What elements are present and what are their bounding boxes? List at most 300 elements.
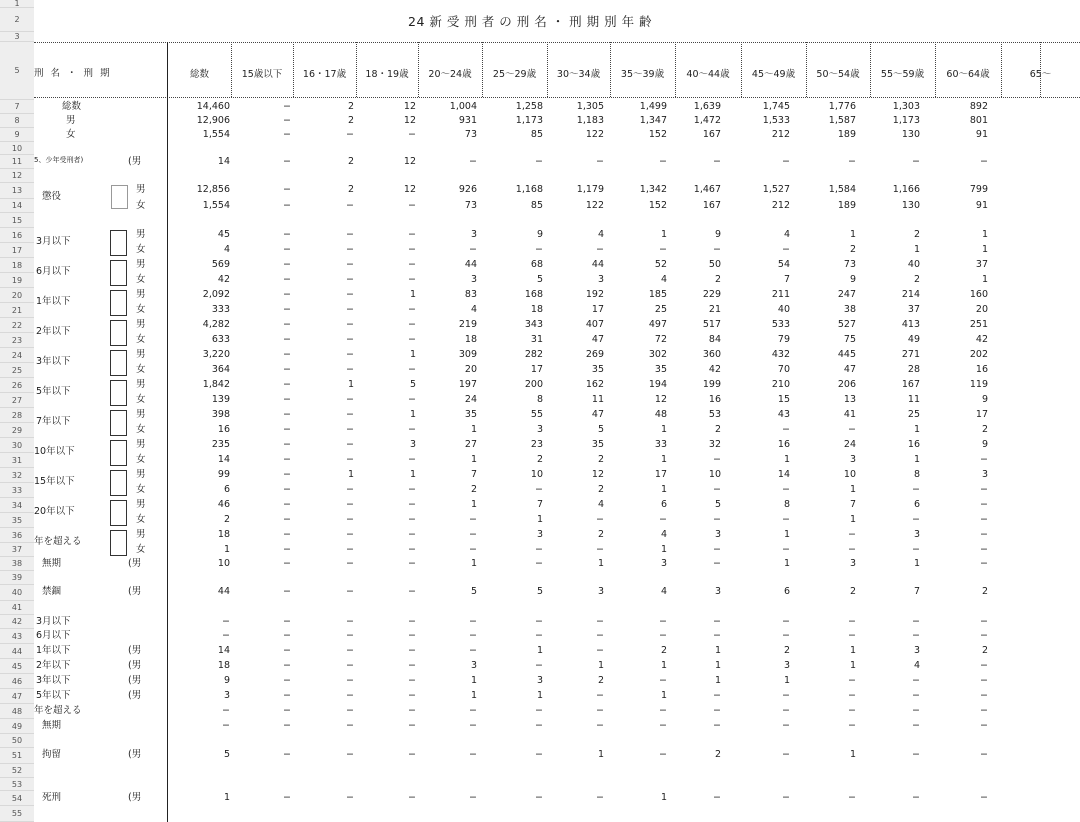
value-cell: − — [346, 129, 354, 140]
value-cell: 1 — [660, 484, 667, 495]
sex-label: 女 — [136, 514, 146, 525]
row-number: 28 — [0, 408, 34, 423]
value-cell: − — [713, 616, 721, 627]
value-cell: 1 — [409, 349, 416, 360]
value-cell: − — [283, 529, 291, 540]
value-cell: 4 — [470, 304, 477, 315]
value-cell: 1 — [849, 749, 856, 760]
row-number: 43 — [0, 629, 34, 644]
value-cell: 1 — [981, 244, 988, 255]
value-cell: 2 — [597, 529, 604, 540]
value-cell: 44 — [591, 259, 604, 270]
value-cell: − — [535, 630, 543, 641]
sex-label: 男 — [136, 289, 146, 300]
value-cell: − — [408, 720, 416, 731]
value-cell: − — [346, 586, 354, 597]
sex-label: (男 — [128, 558, 142, 569]
value-cell: 3 — [409, 439, 416, 450]
value-cell: 12 — [591, 469, 604, 480]
value-cell: 9 — [849, 274, 856, 285]
value-cell: − — [283, 289, 291, 300]
value-cell: 1 — [470, 675, 477, 686]
value-cell: 1 — [714, 660, 721, 671]
value-cell: 1,527 — [762, 184, 790, 195]
value-cell: 1,303 — [892, 101, 920, 112]
value-cell: − — [222, 616, 230, 627]
value-cell: − — [782, 630, 790, 641]
value-cell: 212 — [771, 200, 790, 211]
row-number: 20 — [0, 288, 34, 303]
value-cell: − — [408, 454, 416, 465]
header-label-col: 刑 名 ・ 刑 期 — [34, 68, 112, 79]
value-cell: 1 — [660, 660, 667, 671]
row-number: 44 — [0, 644, 34, 659]
bracket-box — [110, 410, 127, 436]
value-cell: 10 — [530, 469, 543, 480]
value-cell: − — [346, 749, 354, 760]
value-cell: 73 — [464, 200, 477, 211]
value-cell: 1 — [913, 424, 920, 435]
value-cell: − — [848, 792, 856, 803]
value-cell: 1 — [597, 558, 604, 569]
value-cell: − — [283, 675, 291, 686]
value-cell: 85 — [530, 200, 543, 211]
value-cell: − — [848, 424, 856, 435]
value-cell: − — [346, 484, 354, 495]
sex-label: (男 — [128, 586, 142, 597]
value-cell: 3,220 — [202, 349, 230, 360]
value-cell: 1 — [223, 792, 230, 803]
value-cell: − — [283, 200, 291, 211]
value-cell: − — [848, 675, 856, 686]
value-cell: 199 — [702, 379, 721, 390]
value-cell: − — [283, 616, 291, 627]
header-cell: 65〜 — [1029, 69, 1052, 80]
header-cell: 16・17歳 — [302, 69, 347, 80]
value-cell: 3 — [913, 529, 920, 540]
row-number: 34 — [0, 498, 34, 513]
row-number: 26 — [0, 378, 34, 393]
value-cell: 24 — [464, 394, 477, 405]
row-number: 11 — [0, 155, 34, 169]
value-cell: 1,173 — [892, 115, 920, 126]
row-label: 1年以下 — [36, 645, 71, 656]
value-cell: 54 — [777, 259, 790, 270]
row-number: 10 — [0, 142, 34, 155]
value-cell: 12,856 — [196, 184, 230, 195]
value-cell: 70 — [777, 364, 790, 375]
row-label: 6月以下 — [36, 266, 71, 277]
value-cell: 1,745 — [762, 101, 790, 112]
value-cell: 1 — [660, 690, 667, 701]
row-number: 52 — [0, 764, 34, 778]
value-cell: 37 — [975, 259, 988, 270]
value-cell: 360 — [702, 349, 721, 360]
value-cell: 1 — [470, 558, 477, 569]
value-cell: − — [980, 690, 988, 701]
value-cell: − — [408, 319, 416, 330]
value-cell: 1,183 — [576, 115, 604, 126]
value-cell: 3 — [714, 586, 721, 597]
value-cell: 517 — [702, 319, 721, 330]
value-cell: 28 — [907, 364, 920, 375]
value-cell: − — [980, 792, 988, 803]
column-divider — [1001, 42, 1002, 97]
value-cell: − — [283, 129, 291, 140]
value-cell: 10 — [217, 558, 230, 569]
value-cell: 12 — [403, 115, 416, 126]
sex-label: 男 — [136, 379, 146, 390]
row-number: 22 — [0, 318, 34, 333]
value-cell: 1 — [660, 424, 667, 435]
sex-label: 男 — [136, 349, 146, 360]
value-cell: 1 — [409, 469, 416, 480]
row-number: 27 — [0, 393, 34, 408]
value-cell: − — [713, 558, 721, 569]
value-cell: − — [408, 544, 416, 555]
row-label: 5、少年受刑者) — [34, 156, 84, 164]
value-cell: 2 — [714, 274, 721, 285]
value-cell: 1 — [536, 645, 543, 656]
value-cell: − — [912, 484, 920, 495]
value-cell: 14 — [777, 469, 790, 480]
value-cell: − — [980, 675, 988, 686]
value-cell: − — [469, 645, 477, 656]
value-cell: − — [346, 630, 354, 641]
value-cell: − — [346, 616, 354, 627]
value-cell: 14,460 — [196, 101, 230, 112]
value-cell: 1 — [409, 289, 416, 300]
value-cell: − — [408, 705, 416, 716]
value-cell: 16 — [708, 394, 721, 405]
row-label: 男 — [66, 115, 76, 126]
sheet-title: 24 新 受 刑 者 の 刑 名 ・ 刑 期 別 年 齢 — [408, 14, 653, 29]
value-cell: 194 — [648, 379, 667, 390]
value-cell: 7 — [849, 499, 856, 510]
value-cell: − — [408, 259, 416, 270]
value-cell: 364 — [211, 364, 230, 375]
value-cell: 8 — [536, 394, 543, 405]
row-label: 3月以下 — [36, 236, 71, 247]
row-label: 3年以下 — [36, 675, 71, 686]
value-cell: − — [469, 705, 477, 716]
value-cell: 73 — [464, 129, 477, 140]
value-cell: − — [346, 394, 354, 405]
value-cell: 398 — [211, 409, 230, 420]
value-cell: 32 — [708, 439, 721, 450]
value-cell: 2 — [347, 115, 354, 126]
value-cell: 1 — [536, 514, 543, 525]
sex-label: 女 — [136, 544, 146, 555]
row-number: 19 — [0, 273, 34, 288]
value-cell: − — [659, 749, 667, 760]
value-cell: 7 — [783, 274, 790, 285]
value-cell: − — [782, 244, 790, 255]
row-number: 53 — [0, 778, 34, 791]
value-cell: 1 — [347, 469, 354, 480]
value-cell: 44 — [217, 586, 230, 597]
sex-label: (男 — [128, 156, 142, 167]
value-cell: − — [283, 229, 291, 240]
value-cell: 79 — [777, 334, 790, 345]
value-cell: − — [848, 690, 856, 701]
value-cell: 7 — [470, 469, 477, 480]
value-cell: 9 — [981, 394, 988, 405]
value-cell: 1,587 — [828, 115, 856, 126]
value-cell: 214 — [901, 289, 920, 300]
value-cell: 18 — [464, 334, 477, 345]
sex-label: 女 — [136, 274, 146, 285]
value-cell: 55 — [530, 409, 543, 420]
row-label: 7年以下 — [36, 416, 71, 427]
row-label: 年を超える — [34, 536, 82, 547]
value-cell: 1 — [849, 514, 856, 525]
value-cell: − — [469, 720, 477, 731]
value-cell: − — [408, 675, 416, 686]
value-cell: − — [596, 616, 604, 627]
value-cell: − — [408, 660, 416, 671]
value-cell: − — [283, 349, 291, 360]
sex-label: 女 — [136, 304, 146, 315]
header-cell: 35〜39歳 — [620, 69, 665, 80]
value-cell: − — [283, 499, 291, 510]
value-cell: 1,004 — [449, 101, 477, 112]
value-cell: − — [980, 156, 988, 167]
value-cell: − — [469, 529, 477, 540]
value-cell: − — [912, 720, 920, 731]
value-cell: 5 — [409, 379, 416, 390]
row-number: 25 — [0, 363, 34, 378]
sex-label: 男 — [136, 259, 146, 270]
value-cell: 4 — [597, 499, 604, 510]
value-cell: 17 — [654, 469, 667, 480]
value-cell: 47 — [591, 334, 604, 345]
value-cell: − — [596, 645, 604, 656]
value-cell: − — [469, 156, 477, 167]
value-cell: − — [346, 364, 354, 375]
value-cell: 12 — [403, 184, 416, 195]
value-cell: 9 — [981, 439, 988, 450]
value-cell: − — [283, 424, 291, 435]
value-cell: 1,258 — [515, 101, 543, 112]
value-cell: − — [980, 454, 988, 465]
value-cell: − — [980, 705, 988, 716]
sex-label: 男 — [136, 499, 146, 510]
value-cell: 1,179 — [576, 184, 604, 195]
value-cell: 1,173 — [515, 115, 543, 126]
value-cell: 18 — [217, 660, 230, 671]
value-cell: − — [283, 115, 291, 126]
value-cell: 2 — [536, 454, 543, 465]
value-cell: − — [782, 544, 790, 555]
value-cell: 41 — [843, 409, 856, 420]
value-cell: 11 — [907, 394, 920, 405]
value-cell: − — [782, 514, 790, 525]
value-cell: − — [283, 630, 291, 641]
value-cell: 282 — [524, 349, 543, 360]
value-cell: 533 — [771, 319, 790, 330]
value-cell: 200 — [524, 379, 543, 390]
row-label: 10年以下 — [34, 446, 75, 457]
value-cell: 43 — [777, 409, 790, 420]
value-cell: − — [408, 244, 416, 255]
value-cell: 16 — [777, 439, 790, 450]
value-cell: − — [222, 720, 230, 731]
column-divider — [610, 42, 611, 97]
row-label: 年を超える — [34, 705, 82, 716]
value-cell: 9 — [223, 675, 230, 686]
value-cell: 12,906 — [196, 115, 230, 126]
value-cell: − — [535, 749, 543, 760]
value-cell: 1 — [981, 274, 988, 285]
value-cell: 1 — [470, 499, 477, 510]
value-cell: 2 — [981, 645, 988, 656]
value-cell: 202 — [969, 349, 988, 360]
value-cell: 2 — [849, 586, 856, 597]
value-cell: 5 — [536, 274, 543, 285]
value-cell: 4 — [223, 244, 230, 255]
value-cell: 130 — [901, 129, 920, 140]
value-cell: 407 — [585, 319, 604, 330]
value-cell: − — [782, 792, 790, 803]
value-cell: 6 — [660, 499, 667, 510]
row-number: 32 — [0, 468, 34, 483]
value-cell: − — [283, 409, 291, 420]
value-cell: − — [346, 529, 354, 540]
value-cell: 40 — [907, 259, 920, 270]
value-cell: 7 — [536, 499, 543, 510]
value-cell: 1 — [597, 749, 604, 760]
value-cell: − — [848, 720, 856, 731]
value-cell: 2 — [347, 101, 354, 112]
value-cell: 2 — [981, 424, 988, 435]
column-divider — [231, 42, 232, 97]
row-number: 35 — [0, 513, 34, 528]
value-cell: 168 — [524, 289, 543, 300]
value-cell: − — [659, 675, 667, 686]
value-cell: − — [912, 514, 920, 525]
value-cell: − — [283, 184, 291, 195]
row-number: 40 — [0, 585, 34, 601]
value-cell: 50 — [708, 259, 721, 270]
value-cell: 2 — [660, 645, 667, 656]
value-cell: 1,842 — [202, 379, 230, 390]
row-number: 13 — [0, 183, 34, 199]
row-label: 死刑 — [42, 792, 62, 803]
value-cell: 8 — [783, 499, 790, 510]
value-cell: 892 — [969, 101, 988, 112]
value-cell: 53 — [708, 409, 721, 420]
value-cell: 1 — [849, 484, 856, 495]
value-cell: 1,533 — [762, 115, 790, 126]
row-number: 14 — [0, 199, 34, 213]
value-cell: 4 — [660, 586, 667, 597]
value-cell: − — [283, 660, 291, 671]
value-cell: 5 — [536, 586, 543, 597]
column-divider — [870, 42, 871, 97]
row-number: 49 — [0, 719, 34, 734]
header-top-line — [34, 42, 1080, 43]
value-cell: 44 — [464, 259, 477, 270]
value-cell: 49 — [907, 334, 920, 345]
header-cell: 20〜24歳 — [428, 69, 472, 80]
value-cell: − — [980, 484, 988, 495]
bracket-box — [110, 320, 127, 346]
value-cell: − — [596, 705, 604, 716]
header-cell: 25〜29歳 — [492, 69, 537, 80]
row-number: 5 — [0, 42, 34, 100]
value-cell: − — [283, 544, 291, 555]
value-cell: 2 — [347, 156, 354, 167]
value-cell: − — [283, 454, 291, 465]
sex-label: 女 — [136, 364, 146, 375]
value-cell: 15 — [777, 394, 790, 405]
value-cell: − — [346, 349, 354, 360]
row-number: 16 — [0, 228, 34, 243]
row-number: 15 — [0, 213, 34, 228]
value-cell: − — [469, 514, 477, 525]
value-cell: − — [283, 469, 291, 480]
value-cell: − — [713, 705, 721, 716]
value-cell: − — [782, 720, 790, 731]
value-cell: 4 — [660, 529, 667, 540]
value-cell: 167 — [901, 379, 920, 390]
column-divider — [547, 42, 548, 97]
row-label: 拘留 — [42, 749, 62, 760]
row-number: 37 — [0, 543, 34, 557]
value-cell: − — [912, 675, 920, 686]
value-cell: 99 — [217, 469, 230, 480]
value-cell: 432 — [771, 349, 790, 360]
row-number: 36 — [0, 528, 34, 543]
value-cell: 14 — [217, 645, 230, 656]
sex-label: 男 — [136, 469, 146, 480]
column-divider — [741, 42, 742, 97]
value-cell: 10 — [708, 469, 721, 480]
value-cell: − — [283, 645, 291, 656]
value-cell: − — [782, 616, 790, 627]
value-cell: − — [346, 409, 354, 420]
bracket-box — [111, 185, 128, 209]
value-cell: − — [408, 394, 416, 405]
value-cell: − — [283, 274, 291, 285]
value-cell: − — [912, 156, 920, 167]
row-label: 5年以下 — [36, 386, 71, 397]
value-cell: − — [659, 705, 667, 716]
value-cell: 14 — [217, 156, 230, 167]
value-cell: 35 — [654, 364, 667, 375]
value-cell: − — [912, 705, 920, 716]
value-cell: 16 — [217, 424, 230, 435]
header-cell: 60〜64歳 — [946, 69, 990, 80]
row-label: 禁錮 — [42, 586, 62, 597]
row-number: 38 — [0, 557, 34, 571]
value-cell: − — [713, 720, 721, 731]
value-cell: 2 — [783, 645, 790, 656]
value-cell: − — [713, 484, 721, 495]
value-cell: − — [283, 319, 291, 330]
value-cell: 1 — [536, 690, 543, 701]
row-number: 1 — [0, 0, 34, 8]
value-cell: − — [408, 334, 416, 345]
value-cell: 83 — [464, 289, 477, 300]
value-cell: 4 — [783, 229, 790, 240]
value-cell: 2 — [470, 484, 477, 495]
value-cell: 1,342 — [639, 184, 667, 195]
value-cell: 1 — [849, 229, 856, 240]
value-cell: − — [346, 200, 354, 211]
value-cell: 269 — [585, 349, 604, 360]
